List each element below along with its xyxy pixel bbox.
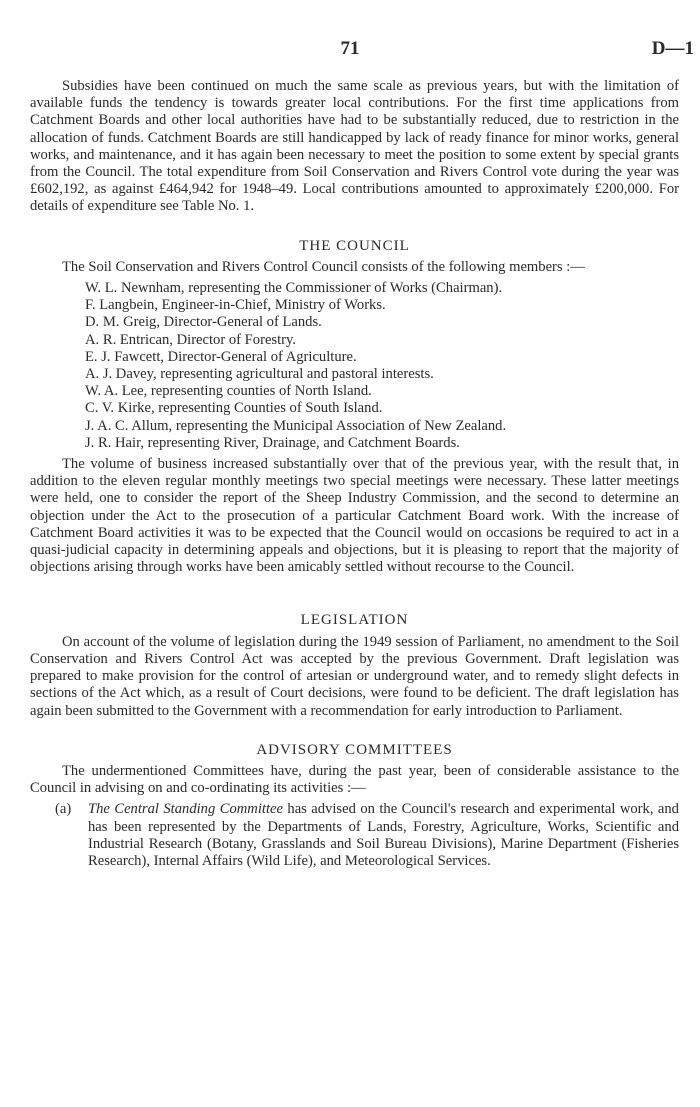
- legislation-paragraph: On account of the volume of legislation during the 1949 session of Parliament, no amendment to the Soil Conservation and Rivers Control Act was accepted by the previous Government. Draft legislation was prepared to make provision for the control of artesian or underground water, and to remedy slight defects in sections of the Act which, as a result of Court decisions, were found to be deficient. The draft legislation has again been submitted to the Government with a recommendation for early introduction to Parliament.: [30, 633, 679, 719]
- advisory-heading: ADVISORY COMMITTEES: [256, 741, 453, 758]
- member-item: W. L. Newnham, representing the Commissioner of Works (Chairman).: [85, 280, 503, 297]
- committee-description: has advised on the Council's research and experimental work, and has been represented by the Departments of Lands, Forestry, Agriculture, Works, Scientific and Industrial Research (Botany, Grasslands and Soil Bureau Divisions), Marine Department (Fisheries Research), Internal Affairs (Wild Life), and Meteorological Services.: [88, 801, 679, 869]
- page-content: [30, 78, 679, 870]
- document-reference: D—1: [651, 38, 694, 59]
- member-item: J. R. Hair, representing River, Drainage, and Catchment Boards.: [85, 434, 460, 451]
- member-item: C. V. Kirke, representing Counties of South Island.: [85, 400, 383, 417]
- page-number: 71: [340, 38, 360, 59]
- advisory-intro: The undermentioned Committees have, during the past year, been of considerable assistance to the Council in advising on and co-ordinating its activities :—: [30, 762, 679, 797]
- advisory-item-a: [30, 801, 679, 870]
- council-members-list: [30, 280, 679, 452]
- committee-title: The Central Standing Committee: [88, 801, 283, 818]
- council-heading: THE COUNCIL: [299, 237, 410, 254]
- legislation-heading: LEGISLATION: [300, 612, 409, 629]
- item-label: (a): [55, 801, 72, 818]
- member-item: W. A. Lee, representing counties of North Island.: [85, 383, 372, 400]
- member-item: A. R. Entrican, Director of Forestry.: [85, 331, 297, 348]
- member-item: D. M. Greig, Director-General of Lands.: [85, 314, 322, 331]
- council-business-paragraph: The volume of business increased substantially over that of the previous year, with the result that, in addition to the eleven regular monthly meetings two special meetings were necessary. These latter meetings were held, one to consider the report of the Sheep Industry Commission, and the second to determine an objection under the Act to the prosecution of a particular Catchment Board work. With the increase of Catchment Board activities it was to be expected that the Council would on occasions be required to act in a quasi-judicial capacity in determining appeals and objections, but it is pleasing to report that the majority of objections arising through works have been amicably settled without recourse to the Council.: [30, 456, 679, 576]
- member-item: J. A. C. Allum, representing the Municipal Association of New Zealand.: [85, 417, 507, 434]
- member-item: A. J. Davey, representing agricultural and pastoral interests.: [85, 366, 434, 383]
- intro-paragraph: Subsidies have been continued on much the same scale as previous years, but with the limitation of available funds the tendency is towards greater local contributions. For the first time applications from Catchment Boards and other local authorities have had to be substantially reduced, due to restriction in the allocation of funds. Catchment Boards are still handicapped by lack of ready finance for minor works, general works, and maintenance, and it has again been necessary to meet the position to some extent by special grants from the Council. The total expenditure from Soil Conservation and Rivers Control vote during the year was £602,192, as against £464,942 for 1948–49. Local contributions amounted to approximately £200,000. For details of expenditure see Table No. 1.: [30, 78, 679, 215]
- council-intro: The Soil Conservation and Rivers Control Council consists of the following members :—: [62, 258, 585, 275]
- member-item: E. J. Fawcett, Director-General of Agriculture.: [85, 348, 357, 365]
- member-item: F. Langbein, Engineer-in-Chief, Ministry of Works.: [85, 297, 386, 314]
